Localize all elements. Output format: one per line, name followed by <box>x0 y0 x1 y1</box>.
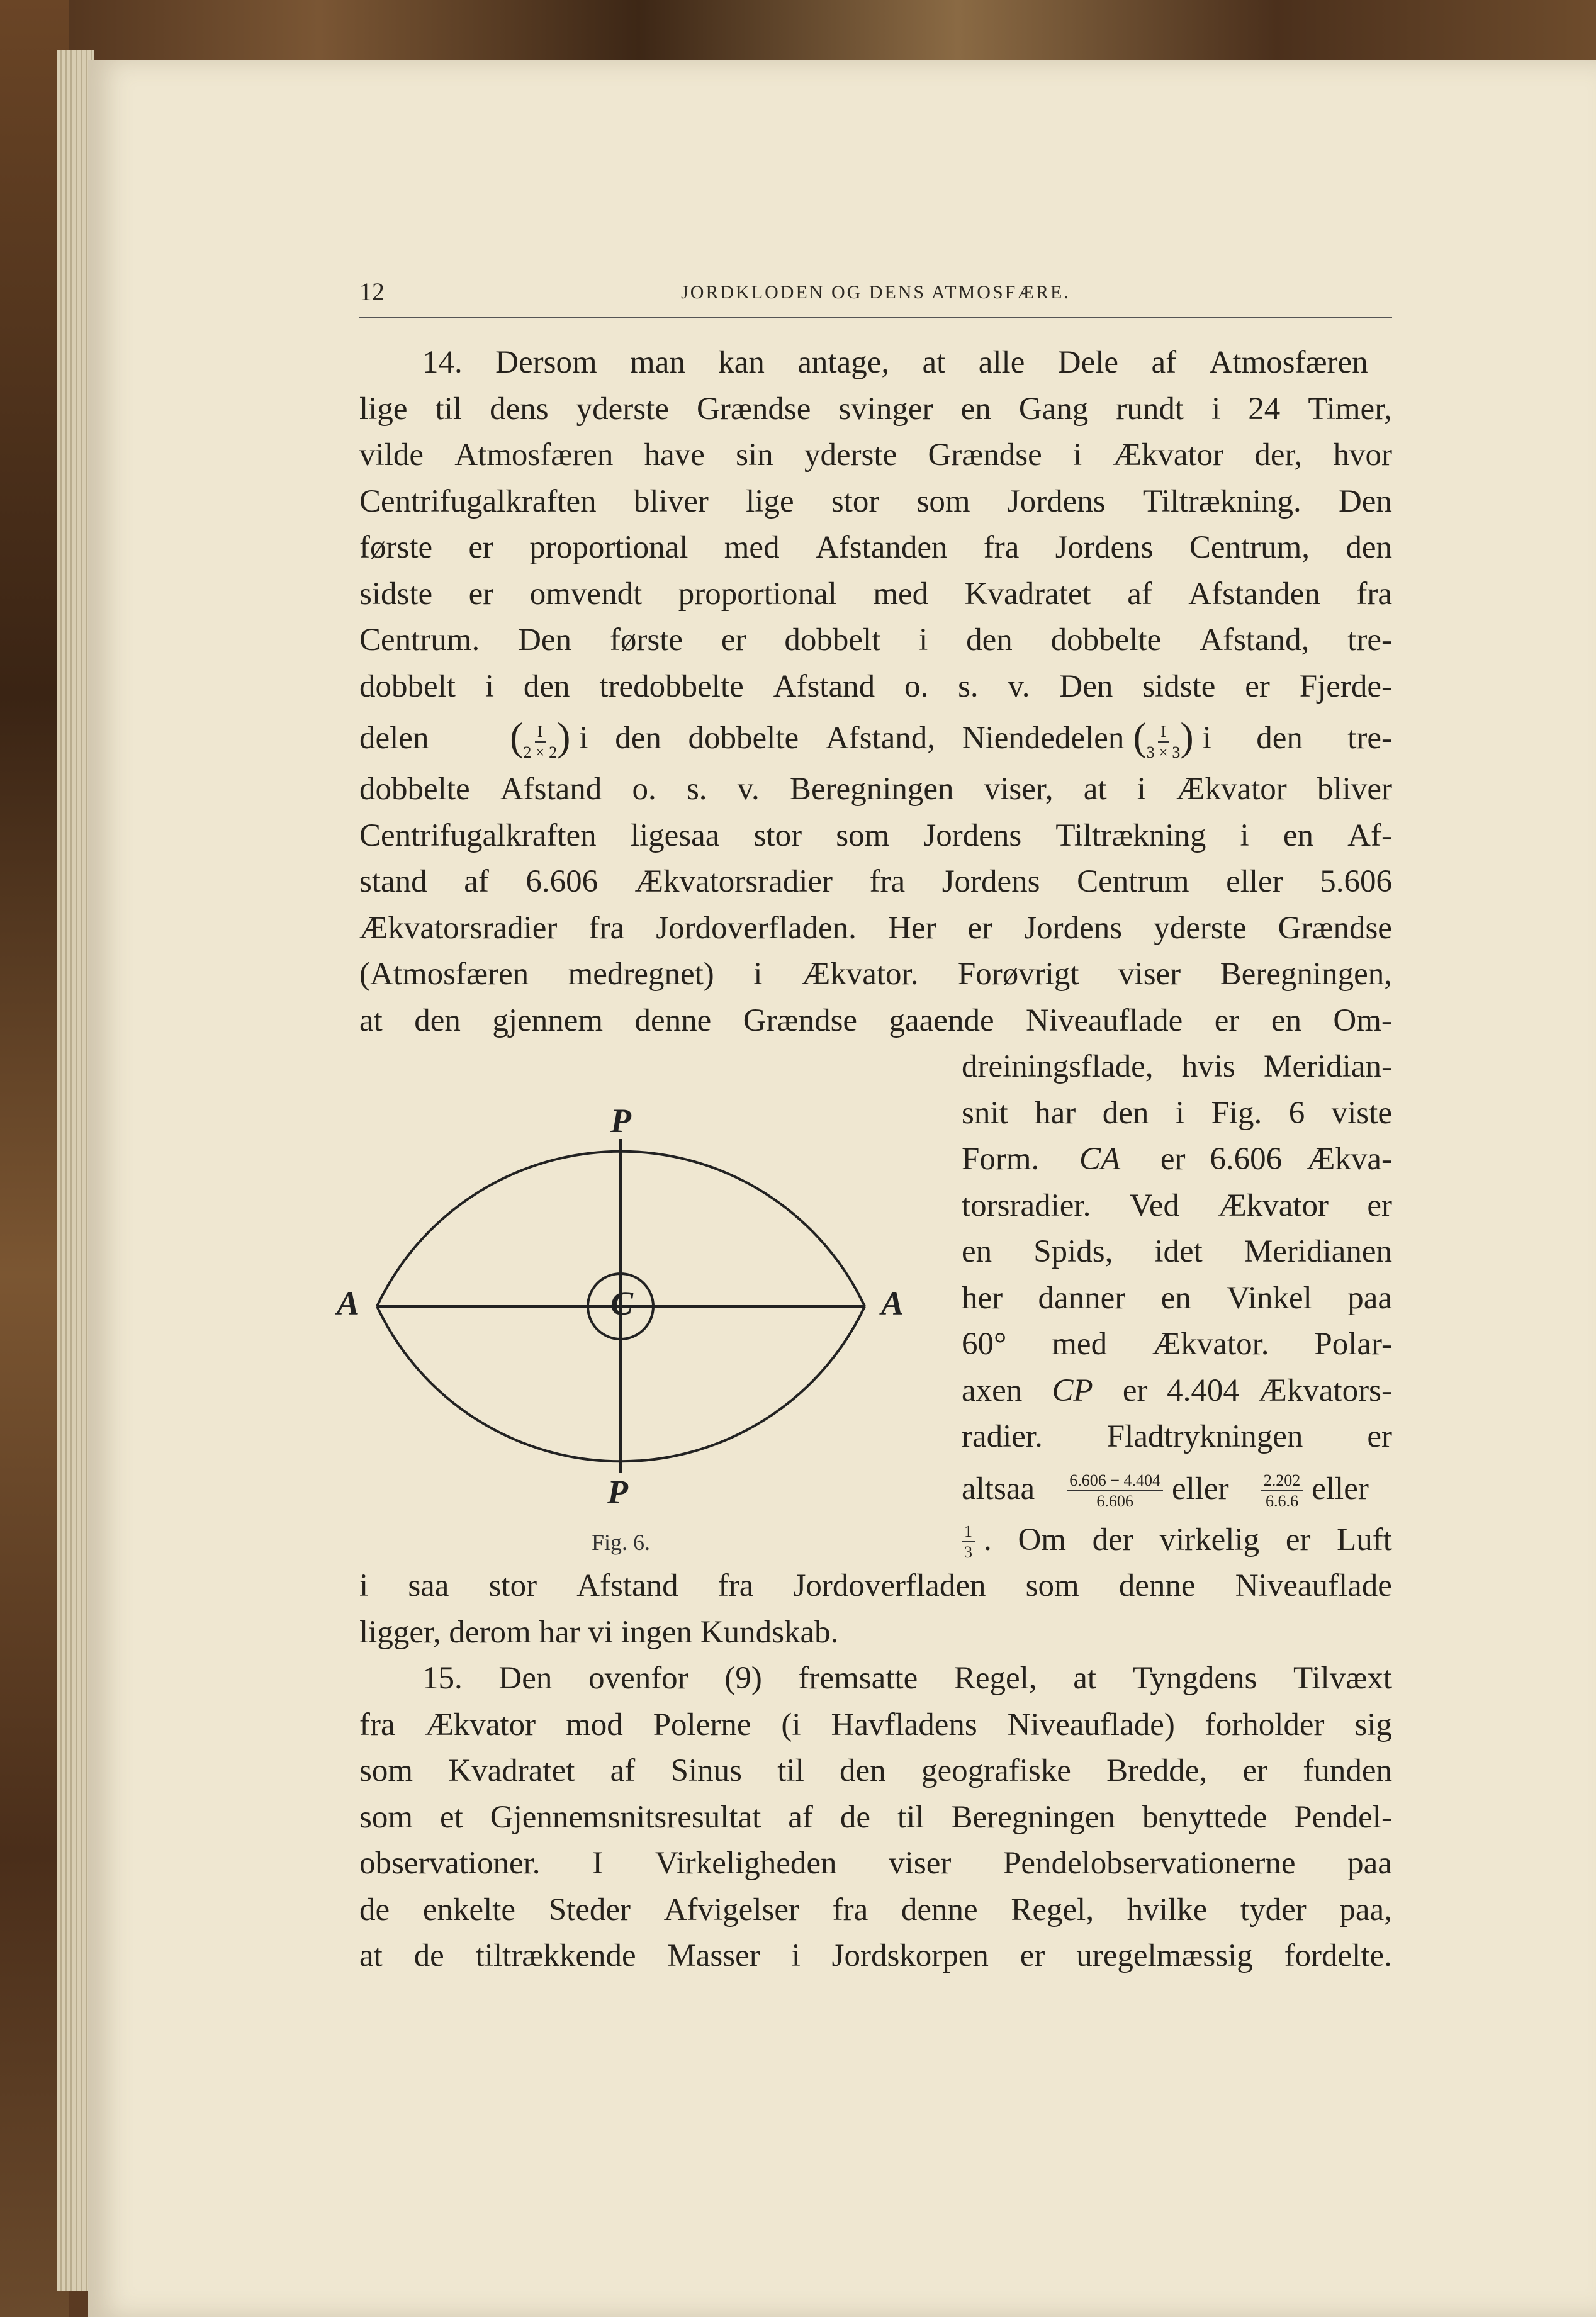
text-segment: dobbelt i den tredobbelte Afstand o. s. v. Den sidste er Fjerde- <box>359 668 1392 704</box>
figure-caption: Fig. 6. <box>592 1530 651 1555</box>
text-line <box>359 1563 1392 1610</box>
text-line <box>359 1841 1392 1887</box>
fraction <box>962 1517 975 1564</box>
text-segment: ligger, derom har vi ingen Kundskab. <box>359 1614 839 1650</box>
text-segment: . Om der virkelig er Luft <box>984 1522 1392 1557</box>
page-number: 12 <box>359 278 385 306</box>
page-header <box>359 277 1392 308</box>
text-segment: i den tre- <box>1202 721 1392 756</box>
denominator: 6.606 <box>1096 1492 1133 1511</box>
denominator: 2 × 2 <box>523 743 558 762</box>
text-segment: Centrum. Den første er dobbelt i den dobbelte Afstand, tre- <box>359 622 1392 658</box>
fraction: ( $\frac{I}{2 \times 2}$ ) <box>510 714 571 762</box>
text-line <box>359 766 1392 813</box>
label-p-bottom: P <box>607 1473 628 1511</box>
text-segment: kan <box>718 345 765 380</box>
text-line <box>359 859 1392 906</box>
text-segment: vilde Atmosfæren have sin yderste Grændse i Ækvator der, hvor <box>359 437 1392 473</box>
text-segment: Dele <box>1057 345 1119 380</box>
text-line <box>359 1656 1392 1702</box>
text-segment: eller <box>1171 1471 1229 1506</box>
text-segment: 60° med Ækvator. Polar- <box>962 1327 1392 1362</box>
text-line <box>962 1414 1392 1461</box>
text-segment: Centrifugalkraften ligesaa stor som Jordens Tiltrækning i en Af- <box>359 817 1392 853</box>
text-line <box>359 906 1392 952</box>
text-segment: (Atmosfæren medregnet) i Ækvator. Forøvrigt viser Beregningen, <box>359 957 1392 992</box>
text-segment: alle <box>978 345 1025 380</box>
text-line <box>962 1517 1392 1564</box>
fraction <box>1261 1461 1303 1517</box>
text-segment: her danner en Vinkel paa <box>962 1280 1392 1316</box>
text-line <box>962 1183 1392 1230</box>
numerator: 6.606 − 4.404 <box>1067 1473 1163 1491</box>
text-line <box>359 1795 1392 1841</box>
text-segment: radier. Fladtrykningen er <box>962 1419 1392 1454</box>
text-segment: lige til dens yderste Grændse svinger en Gang rundt i 24 Timer, <box>359 391 1392 427</box>
text-line <box>962 1276 1392 1322</box>
text-segment: man <box>630 345 685 380</box>
text-segment: som Kvadratet af Sinus til den geografiske Bredde, er funden <box>359 1753 1392 1788</box>
text-segment: i den dobbelte Afstand, Niendedelen <box>579 721 1125 756</box>
numerator: I <box>535 724 546 743</box>
text-line <box>962 1091 1392 1137</box>
text-segment: er 4.404 Ækvators- <box>1122 1372 1392 1408</box>
text-segment: snit har den i Fig. 6 viste <box>962 1095 1392 1131</box>
fraction <box>1067 1461 1163 1517</box>
text-segment: som et Gjennemsnitsresultat af de til Beregningen benyttede Pendel- <box>359 1799 1392 1835</box>
text-segment: at den gjennem denne Grændse gaaende Niveauflade er en Om- <box>359 1002 1392 1038</box>
text-line <box>359 432 1392 479</box>
text-segment: torsradier. Ved Ækvator er <box>962 1187 1392 1223</box>
text-segment: axen <box>962 1372 1023 1408</box>
numerator: 1 <box>962 1523 975 1542</box>
text-segment: CP <box>1052 1372 1093 1408</box>
numerator: 2.202 <box>1261 1473 1303 1491</box>
label-c-center: C <box>610 1284 634 1322</box>
text-segment: altsaa <box>962 1471 1035 1506</box>
body-text <box>359 340 1392 1980</box>
text-segment: 14. <box>422 345 463 380</box>
text-line <box>359 386 1392 433</box>
text-line <box>359 998 1392 1045</box>
book-cover-top <box>0 0 1596 63</box>
text-segment: CA <box>1079 1142 1121 1177</box>
text-line <box>359 710 1392 766</box>
text-segment: de enkelte Steder Afvigelser fra denne Regel, hvilke tyder paa, <box>359 1892 1392 1927</box>
text-segment: dreiningsflade, hvis Meridian- <box>962 1049 1392 1084</box>
text-segment: sidste er omvendt proportional med Kvadratet af Afstanden fra <box>359 576 1392 612</box>
text-segment: antage, <box>797 345 890 380</box>
text-line <box>962 1461 1392 1517</box>
text-line <box>359 1933 1392 1980</box>
text-segment: første er proportional med Afstanden fra Jordens Centrum, den <box>359 530 1392 565</box>
text-segment: delen <box>359 721 429 756</box>
fraction: ( $\frac{I}{3 \times 3}$ ) <box>1133 714 1194 762</box>
text-line <box>359 1887 1392 1934</box>
numerator: I <box>1158 724 1169 743</box>
text-segment: stand af 6.606 Ækvatorsradier fra Jordens Centrum eller 5.606 <box>359 864 1392 899</box>
text-line <box>962 1229 1392 1276</box>
denominator: 6.6.6 <box>1265 1492 1298 1511</box>
text-segment: en Spids, idet Meridianen <box>962 1234 1392 1269</box>
text-line <box>359 813 1392 860</box>
text-segment: er 6.606 Ækva- <box>1160 1142 1392 1177</box>
header-rule <box>359 317 1392 318</box>
text-line <box>962 1044 1392 1091</box>
text-segment: Atmosfæren <box>1209 345 1368 380</box>
text-segment: Form. <box>962 1142 1040 1177</box>
denominator: 3 × 3 <box>1146 743 1181 762</box>
text-line <box>359 664 1392 710</box>
text-segment: Dersom <box>495 345 597 380</box>
text-line <box>359 479 1392 525</box>
text-segment: dobbelte Afstand o. s. v. Beregningen viser, at i Ækvator bliver <box>359 771 1392 807</box>
text-segment: eller <box>1312 1471 1369 1506</box>
text-segment: Centrifugalkraften bliver lige stor som Jordens Tiltrækning. Den <box>359 483 1392 519</box>
text-segment: at <box>922 345 946 380</box>
text-line <box>962 1368 1392 1415</box>
label-p-top: P <box>610 1102 631 1140</box>
label-a-right: A <box>881 1284 904 1322</box>
text-line <box>359 1702 1392 1749</box>
text-line <box>359 1748 1392 1795</box>
text-line <box>359 951 1392 998</box>
text-segment: af <box>1151 345 1177 380</box>
running-head: JORDKLODEN OG DENS ATMOSFÆRE. <box>681 282 1071 303</box>
text-segment: 15. Den ovenfor (9) fremsatte Regel, at Tyngdens Tilvæxt <box>422 1661 1392 1696</box>
text-segment: fra Ækvator mod Polerne (i Havfladens Niveauflade) forholder sig <box>359 1707 1392 1742</box>
text-line <box>359 571 1392 618</box>
denominator: 3 <box>964 1543 972 1562</box>
text-line <box>359 1610 1392 1656</box>
text-line <box>962 1136 1392 1183</box>
text-line <box>962 1321 1392 1368</box>
text-segment: Ækvatorsradier fra Jordoverfladen. Her er Jordens yderste Grændse <box>359 910 1392 946</box>
label-a-left: A <box>337 1284 360 1322</box>
text-segment: at de tiltrækkende Masser i Jordskorpen er uregelmæssig fordelte. <box>359 1938 1392 1973</box>
text-segment: observationer. I Virkeligheden viser Pendelobservationerne paa <box>359 1846 1392 1881</box>
text-line <box>359 617 1392 664</box>
text-line <box>359 340 1392 386</box>
text-line <box>359 525 1392 571</box>
text-segment: i saa stor Afstand fra Jordoverfladen som denne Niveauflade <box>359 1568 1392 1603</box>
